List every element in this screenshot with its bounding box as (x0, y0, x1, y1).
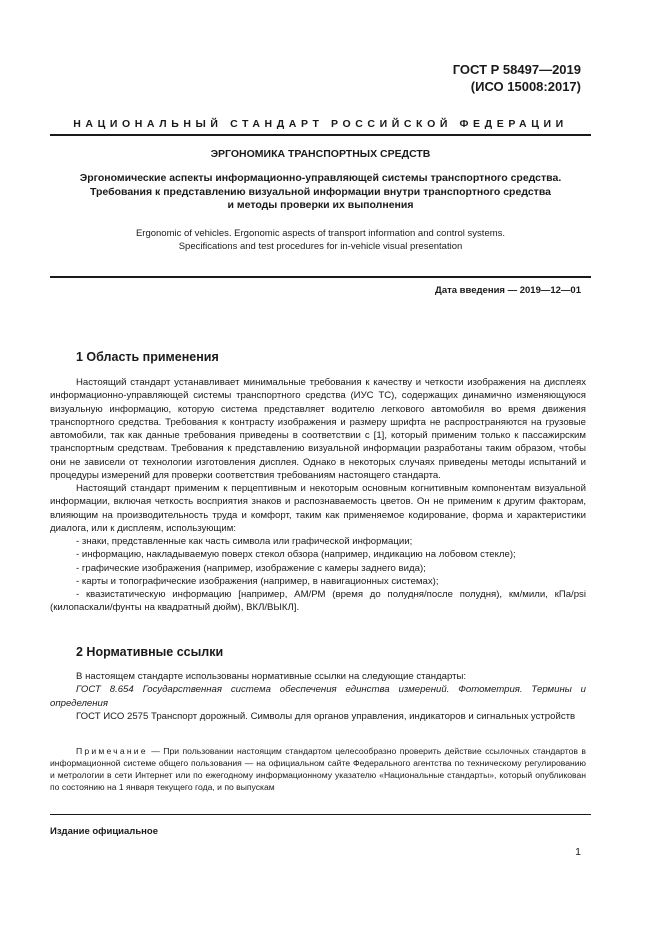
document-title: ЭРГОНОМИКА ТРАНСПОРТНЫХ СРЕДСТВ (210, 148, 431, 160)
list-item: - карты и топографические изображения (например, в навигационных системах); (76, 575, 439, 587)
section-1-paragraph: Настоящий стандарт применим к перцептивным и некоторым основным когнитивным компонентам визуальной информации, включая четкость восприятия знаков и распознаваемость цветов. Он не применим к другим факторам, влияющим на производительность труда и комфорт, таким как применяемое кодирование, форма и характеристики диалога, или к дисплеям, использующим: (50, 483, 586, 534)
section-1-heading: 1 Область применения (76, 350, 219, 364)
section-1-paragraph: Настоящий стандарт устанавливает минимальные требования к качеству и четкости изображения на дисплеях информационно-управляющей системы транспортного средства (ИУС ТС), содержащих динамично изменяющуюся визуальную информацию, которую система представляет водителю легкового автомобиля во время движения транспортного средства. Требования к контрасту изображения и размеру шрифта не распространяются на грузовые автомобили, так как данные требования приведены в соответствии с [1], который применим только к пассажирским транспортным средствам. Требования к представлению визуальной информации разработаны таким образом, чтобы они не зависели от технологии изготовления дисплея. Однако в некоторых случаях приведены методы испытаний и процедуры измерений для проверки соответствия требованиям настоящего стандарта. (50, 377, 586, 481)
note-text: — При пользовании настоящим стандартом целесообразно проверить действие ссылочных стандартов в информационной системе общего пользования — на официальном сайте Федерального агентства по техническому регулированию и метрологии в сети Интернет или по ежегодному информационному указателю «Национальные стандарты», который опубликован по состоянию на 1 января текущего года, и по выпускам (50, 746, 586, 792)
iso-reference: (ИСО 15008:2017) (470, 79, 581, 94)
note-label: Примечание (76, 746, 148, 756)
document-subtitle-en: Ergonomic of vehicles. Ergonomic aspects of transport information and control systems. Specifications and test procedures for in-vehicle visual presentation (135, 228, 506, 252)
introduction-date: Дата введения — 2019—12—01 (435, 285, 581, 296)
footer-rule (50, 814, 591, 815)
standard-code: ГОСТ Р 58497—2019 (452, 62, 581, 77)
top-rule (50, 134, 591, 136)
official-edition-label: Издание официальное (50, 826, 158, 837)
section-1-body (50, 376, 586, 615)
note-paragraph (50, 745, 586, 793)
reference-gost-iso-2575: ГОСТ ИСО 2575 Транспорт дорожный. Символы для органов управления, индикаторов и сигнальных устройств (76, 710, 576, 722)
list-item: - знаки, представленные как часть символа или графической информации; (76, 536, 413, 547)
list-item: - графические изображения (например, изображение с камеры заднего вида); (76, 562, 426, 574)
section-2-heading: 2 Нормативные ссылки (76, 645, 224, 659)
references-intro: В настоящем стандарте использованы нормативные ссылки на следующие стандарты: (76, 671, 467, 682)
reference-gost-8-654: ГОСТ 8.654 Государственная система обеспечения единства измерений. Фотометрия. Термины и определения (50, 684, 586, 709)
title-rule (50, 276, 591, 278)
national-standard-banner: НАЦИОНАЛЬНЫЙ СТАНДАРТ РОССИЙСКОЙ ФЕДЕРАЦИИ (73, 118, 568, 130)
section-2-body (50, 670, 586, 723)
list-item: - информацию, накладываемую поверх стекол обзора (например, индикацию на лобовом стекле); (76, 549, 516, 561)
document-subtitle-ru: Эргономические аспекты информационно-управляющей системы транспортного средства. Требования к представлению визуальной информации внутри транспортного средства и методы проверки их выполнения (79, 172, 562, 211)
page-number: 1 (575, 846, 581, 858)
list-item: - квазистатическую информацию [например, АМ/РМ (время до полудня/после полудня), км/мили, кПа/psi (килопаскали/фунты на квадратный дюйм), ВКЛ/ВЫКЛ]. (50, 589, 586, 614)
